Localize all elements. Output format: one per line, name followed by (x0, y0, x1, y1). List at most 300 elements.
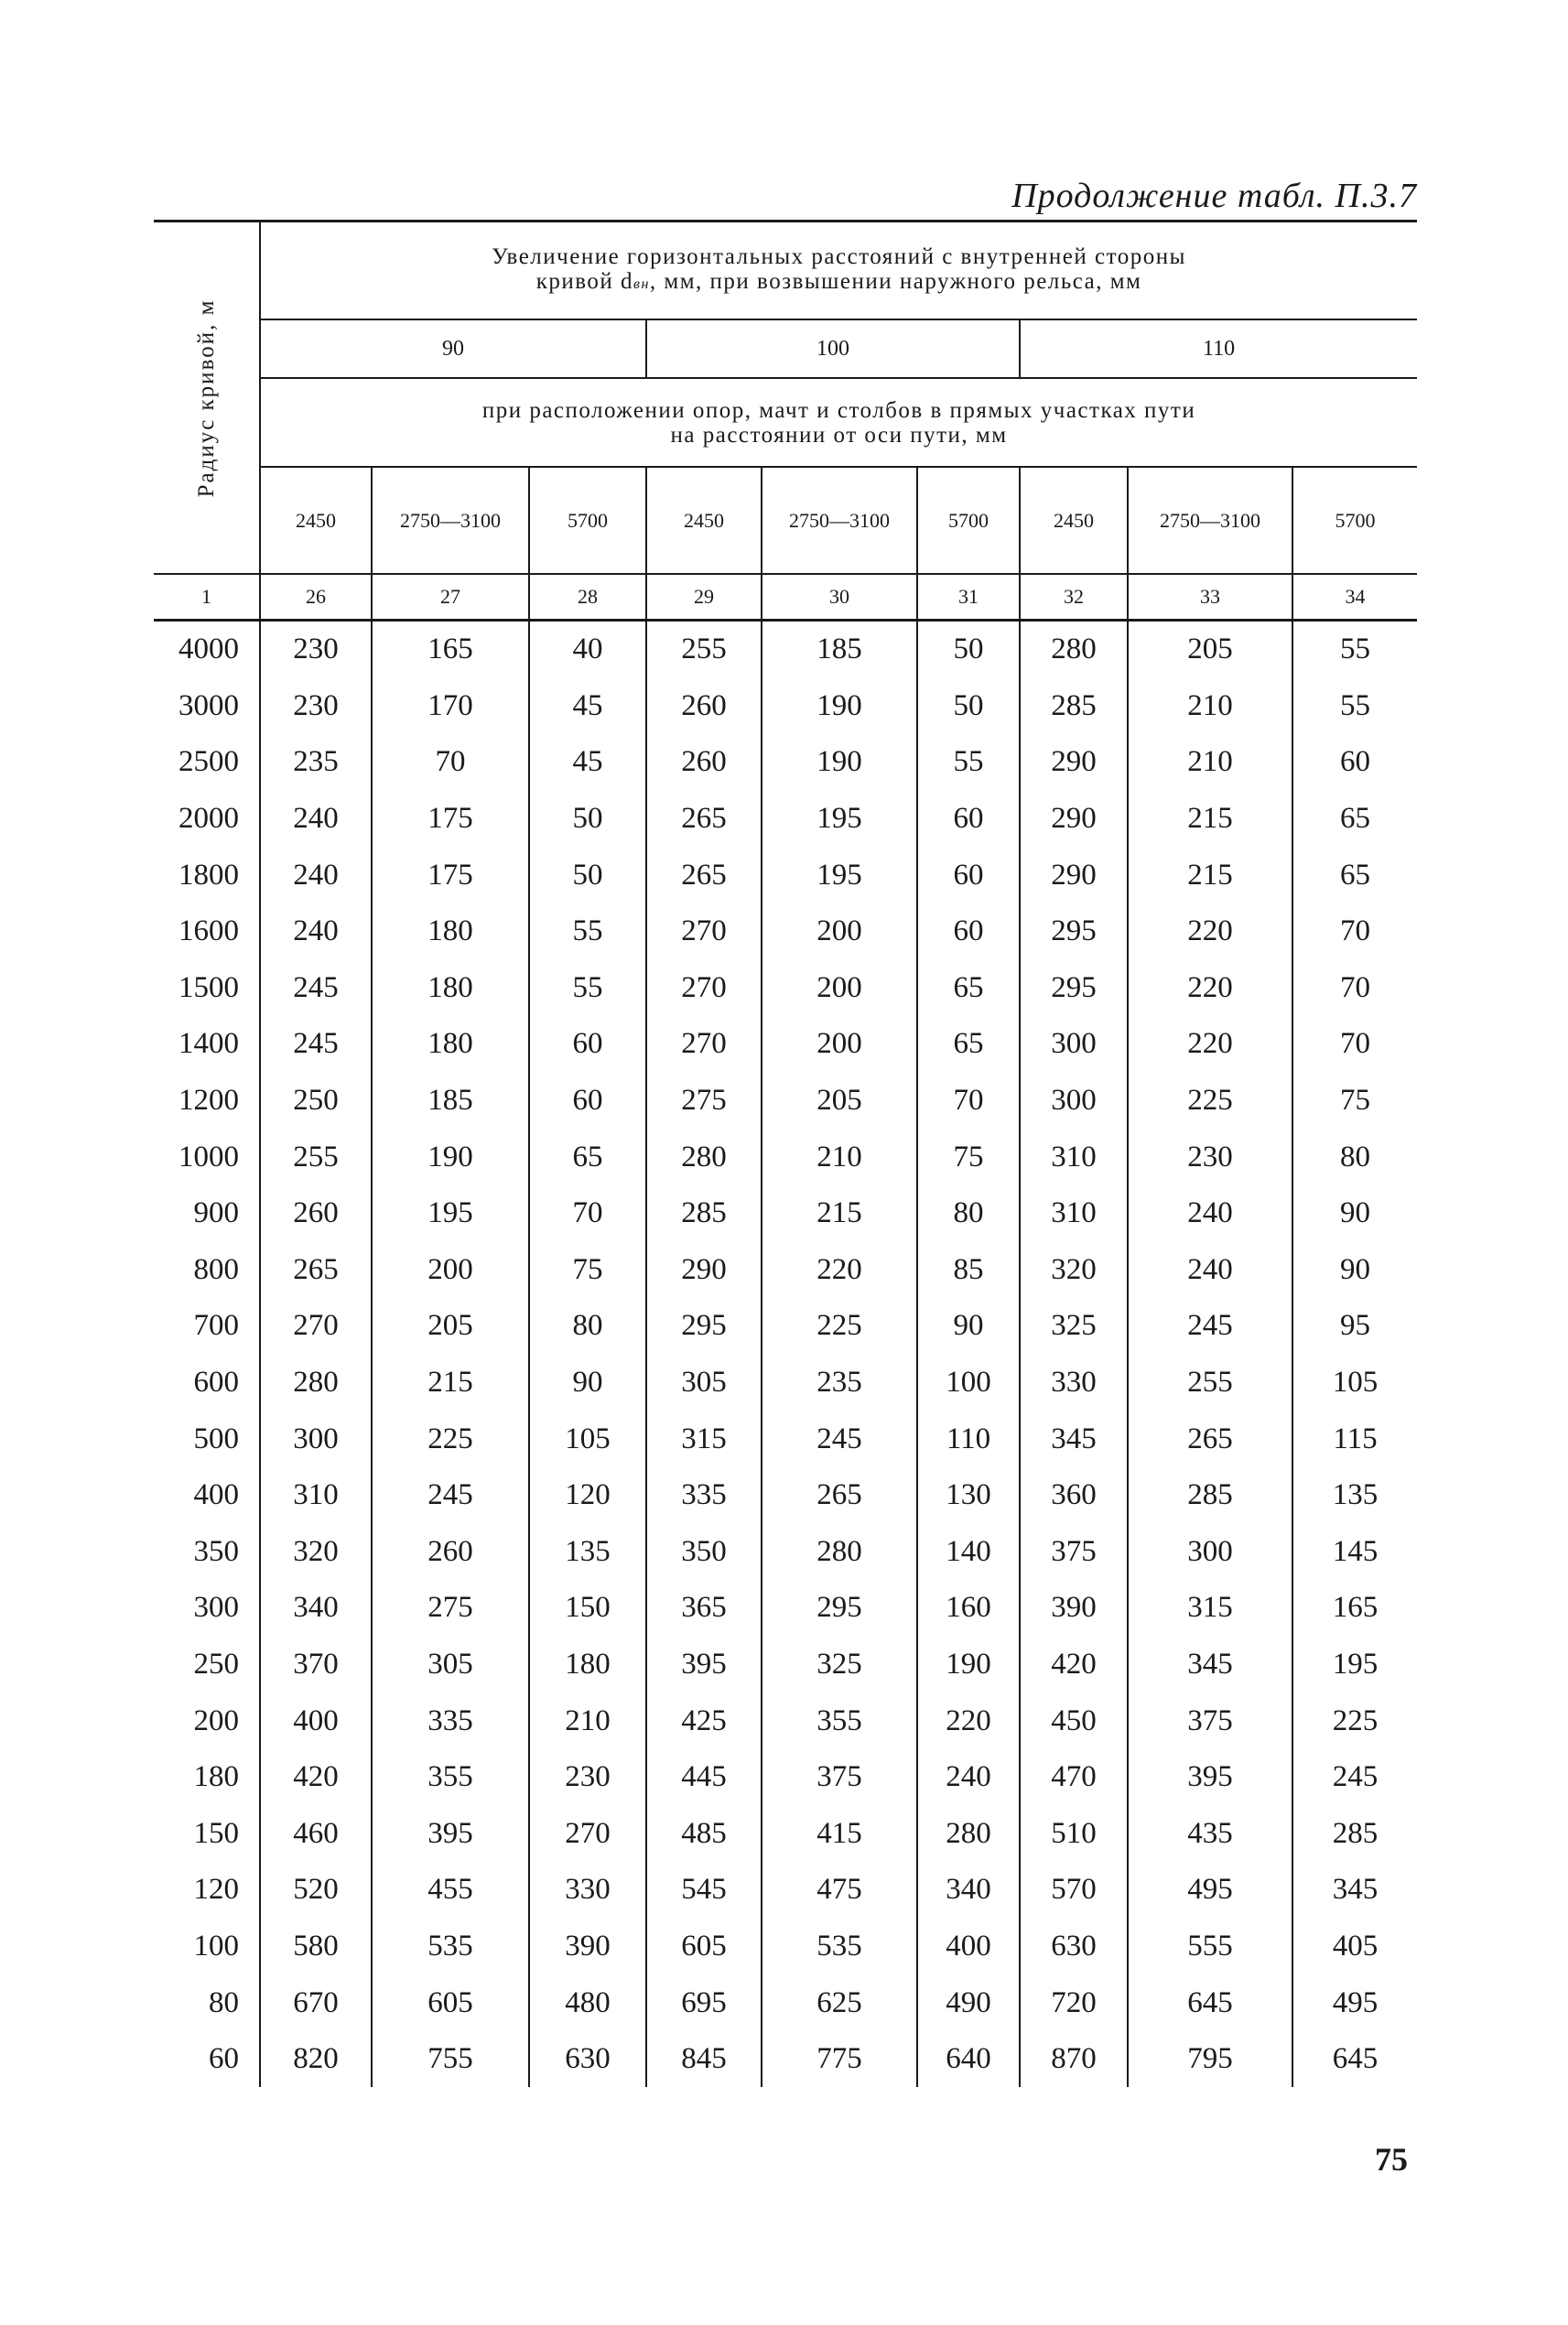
value-cell: 510 (1020, 1805, 1128, 1862)
radius-cell: 500 (193, 1422, 239, 1455)
value-cell: 230 (529, 1749, 646, 1806)
value-cell: 70 (529, 1185, 646, 1242)
radius-cell: 300 (193, 1591, 239, 1625)
value-cell: 185 (762, 621, 917, 678)
value-cell: 325 (762, 1637, 917, 1693)
value-cell: 220 (1128, 903, 1292, 960)
value-cell: 300 (260, 1411, 372, 1467)
value-cell: 230 (260, 621, 372, 678)
value-cell: 820 (260, 2031, 372, 2088)
value-cell: 225 (762, 1298, 917, 1355)
value-cell: 310 (1020, 1129, 1128, 1185)
value-cell: 310 (260, 1467, 372, 1524)
table-row (154, 1749, 1417, 1806)
value-cell: 65 (529, 1129, 646, 1185)
value-cell: 260 (646, 734, 762, 791)
value-cell: 220 (762, 1242, 917, 1299)
value-cell: 145 (1292, 1524, 1417, 1581)
value-cell: 225 (372, 1411, 529, 1467)
value-cell: 345 (1292, 1862, 1417, 1919)
radius-cell: 900 (193, 1196, 239, 1230)
column-number: 1 (154, 574, 260, 621)
value-cell: 295 (1020, 903, 1128, 960)
radius-cell: 2000 (178, 802, 239, 836)
distance-header: 2750—3100 (762, 467, 917, 574)
value-cell: 640 (917, 2031, 1020, 2088)
value-cell: 55 (917, 734, 1020, 791)
value-cell: 195 (1292, 1637, 1417, 1693)
value-cell: 270 (646, 903, 762, 960)
value-cell: 240 (917, 1749, 1020, 1806)
distance-header: 2450 (646, 467, 762, 574)
value-cell: 295 (762, 1580, 917, 1637)
value-cell: 55 (529, 903, 646, 960)
data-table (154, 220, 1417, 2087)
column-number: 32 (1020, 574, 1128, 621)
value-cell: 300 (1128, 1524, 1292, 1581)
value-cell: 205 (1128, 621, 1292, 678)
value-cell: 400 (260, 1692, 372, 1749)
value-cell: 50 (917, 678, 1020, 735)
value-cell: 545 (646, 1862, 762, 1919)
column-number: 27 (372, 574, 529, 621)
value-cell: 340 (260, 1580, 372, 1637)
value-cell: 175 (372, 791, 529, 848)
radius-header: Радиус кривой, м (154, 222, 260, 575)
value-cell: 60 (529, 1073, 646, 1130)
value-cell: 215 (1128, 847, 1292, 903)
value-cell: 305 (372, 1637, 529, 1693)
value-cell: 115 (1292, 1411, 1417, 1467)
value-cell: 260 (260, 1185, 372, 1242)
value-cell: 220 (1128, 1016, 1292, 1073)
value-cell: 450 (1020, 1692, 1128, 1749)
column-number: 30 (762, 574, 917, 621)
elevation-90: 90 (260, 319, 646, 378)
value-cell: 330 (529, 1862, 646, 1919)
value-cell: 305 (646, 1355, 762, 1411)
value-cell: 75 (1292, 1073, 1417, 1130)
distance-header: 2450 (1020, 467, 1128, 574)
value-cell: 265 (646, 791, 762, 848)
value-cell: 395 (646, 1637, 762, 1693)
table-row (154, 621, 1417, 678)
radius-cell: 3000 (178, 688, 239, 722)
value-cell: 200 (762, 960, 917, 1017)
table-row (154, 1298, 1417, 1355)
value-cell: 345 (1128, 1637, 1292, 1693)
value-cell: 260 (372, 1524, 529, 1581)
radius-cell: 200 (193, 1703, 239, 1737)
value-cell: 45 (529, 734, 646, 791)
value-cell: 140 (917, 1524, 1020, 1581)
value-cell: 290 (646, 1242, 762, 1299)
table-row (154, 791, 1417, 848)
value-cell: 70 (1292, 960, 1417, 1017)
table-row (154, 1073, 1417, 1130)
value-cell: 315 (1128, 1580, 1292, 1637)
value-cell: 340 (917, 1862, 1020, 1919)
value-cell: 670 (260, 1974, 372, 2031)
value-cell: 335 (372, 1692, 529, 1749)
value-cell: 150 (529, 1580, 646, 1637)
value-cell: 310 (1020, 1185, 1128, 1242)
radius-cell: 1800 (178, 858, 239, 892)
value-cell: 495 (1128, 1862, 1292, 1919)
table-row (154, 1185, 1417, 1242)
value-cell: 50 (529, 791, 646, 848)
value-cell: 135 (1292, 1467, 1417, 1524)
value-cell: 200 (372, 1242, 529, 1299)
value-cell: 75 (529, 1242, 646, 1299)
value-cell: 300 (1020, 1073, 1128, 1130)
value-cell: 445 (646, 1749, 762, 1806)
value-cell: 50 (917, 621, 1020, 678)
value-cell: 45 (529, 678, 646, 735)
value-cell: 80 (917, 1185, 1020, 1242)
value-cell: 285 (1292, 1805, 1417, 1862)
value-cell: 175 (372, 847, 529, 903)
distance-header: 5700 (529, 467, 646, 574)
value-cell: 755 (372, 2031, 529, 2088)
value-cell: 105 (529, 1411, 646, 1467)
radius-cell: 120 (193, 1873, 239, 1907)
value-cell: 645 (1128, 1974, 1292, 2031)
value-cell: 315 (646, 1411, 762, 1467)
radius-cell: 1000 (178, 1140, 239, 1173)
value-cell: 280 (762, 1524, 917, 1581)
table-row (154, 1580, 1417, 1637)
value-cell: 330 (1020, 1355, 1128, 1411)
table-row (154, 1016, 1417, 1073)
radius-cell: 1600 (178, 914, 239, 948)
distance-header: 5700 (917, 467, 1020, 574)
table-row (154, 1862, 1417, 1919)
value-cell: 320 (260, 1524, 372, 1581)
value-cell: 350 (646, 1524, 762, 1581)
value-cell: 295 (646, 1298, 762, 1355)
radius-cell: 1500 (178, 970, 239, 1004)
column-number: 26 (260, 574, 372, 621)
value-cell: 265 (646, 847, 762, 903)
value-cell: 245 (1292, 1749, 1417, 1806)
value-cell: 180 (372, 960, 529, 1017)
value-cell: 535 (762, 1919, 917, 1975)
value-cell: 245 (762, 1411, 917, 1467)
value-cell: 95 (1292, 1298, 1417, 1355)
value-cell: 235 (762, 1355, 917, 1411)
value-cell: 390 (529, 1919, 646, 1975)
table-row (154, 960, 1417, 1017)
value-cell: 645 (1292, 2031, 1417, 2088)
table-row (154, 1411, 1417, 1467)
radius-cell: 250 (193, 1647, 239, 1681)
table-row (154, 1242, 1417, 1299)
value-cell: 105 (1292, 1355, 1417, 1411)
value-cell: 90 (1292, 1185, 1417, 1242)
value-cell: 55 (1292, 621, 1417, 678)
value-cell: 190 (762, 678, 917, 735)
value-cell: 205 (762, 1073, 917, 1130)
value-cell: 225 (1292, 1692, 1417, 1749)
value-cell: 255 (646, 621, 762, 678)
value-cell: 245 (260, 960, 372, 1017)
value-cell: 345 (1020, 1411, 1128, 1467)
table-row (154, 1467, 1417, 1524)
table-row (154, 1524, 1417, 1581)
value-cell: 605 (646, 1919, 762, 1975)
value-cell: 250 (260, 1073, 372, 1130)
value-cell: 795 (1128, 2031, 1292, 2088)
value-cell: 270 (646, 960, 762, 1017)
value-cell: 185 (372, 1073, 529, 1130)
value-cell: 395 (372, 1805, 529, 1862)
value-cell: 225 (1128, 1073, 1292, 1130)
value-cell: 415 (762, 1805, 917, 1862)
value-cell: 435 (1128, 1805, 1292, 1862)
value-cell: 210 (1128, 734, 1292, 791)
value-cell: 135 (529, 1524, 646, 1581)
value-cell: 210 (1128, 678, 1292, 735)
value-cell: 365 (646, 1580, 762, 1637)
value-cell: 300 (1020, 1016, 1128, 1073)
value-cell: 55 (529, 960, 646, 1017)
value-cell: 240 (260, 791, 372, 848)
value-cell: 555 (1128, 1919, 1292, 1975)
value-cell: 490 (917, 1974, 1020, 2031)
value-cell: 630 (529, 2031, 646, 2088)
value-cell: 210 (762, 1129, 917, 1185)
value-cell: 190 (917, 1637, 1020, 1693)
value-cell: 470 (1020, 1749, 1128, 1806)
value-cell: 70 (372, 734, 529, 791)
radius-cell: 100 (193, 1929, 239, 1963)
value-cell: 80 (1292, 1129, 1417, 1185)
value-cell: 275 (646, 1073, 762, 1130)
value-cell: 215 (372, 1355, 529, 1411)
table-row (154, 1692, 1417, 1749)
value-cell: 775 (762, 2031, 917, 2088)
value-cell: 190 (372, 1129, 529, 1185)
value-cell: 275 (372, 1580, 529, 1637)
table-row (154, 734, 1417, 791)
value-cell: 65 (917, 960, 1020, 1017)
value-cell: 405 (1292, 1919, 1417, 1975)
column-number: 33 (1128, 574, 1292, 621)
table-row (154, 1919, 1417, 1975)
value-cell: 205 (372, 1298, 529, 1355)
value-cell: 210 (529, 1692, 646, 1749)
table-caption: Продолжение табл. П.3.7 (1011, 177, 1417, 215)
value-cell: 200 (762, 903, 917, 960)
value-cell: 280 (1020, 621, 1128, 678)
value-cell: 335 (646, 1467, 762, 1524)
value-cell: 240 (260, 903, 372, 960)
value-cell: 625 (762, 1974, 917, 2031)
value-cell: 110 (917, 1411, 1020, 1467)
value-cell: 375 (1020, 1524, 1128, 1581)
value-cell: 100 (917, 1355, 1020, 1411)
value-cell: 85 (917, 1242, 1020, 1299)
value-cell: 360 (1020, 1467, 1128, 1524)
value-cell: 845 (646, 2031, 762, 2088)
value-cell: 190 (762, 734, 917, 791)
value-cell: 260 (646, 678, 762, 735)
value-cell: 285 (646, 1185, 762, 1242)
value-cell: 220 (917, 1692, 1020, 1749)
value-cell: 570 (1020, 1862, 1128, 1919)
table-row (154, 1805, 1417, 1862)
table-row (154, 1355, 1417, 1411)
value-cell: 280 (917, 1805, 1020, 1862)
value-cell: 65 (1292, 791, 1417, 848)
radius-cell: 700 (193, 1309, 239, 1343)
value-cell: 90 (917, 1298, 1020, 1355)
value-cell: 55 (1292, 678, 1417, 735)
value-cell: 375 (762, 1749, 917, 1806)
value-cell: 520 (260, 1862, 372, 1919)
value-cell: 75 (917, 1129, 1020, 1185)
value-cell: 265 (260, 1242, 372, 1299)
value-cell: 130 (917, 1467, 1020, 1524)
value-cell: 630 (1020, 1919, 1128, 1975)
value-cell: 60 (917, 903, 1020, 960)
value-cell: 535 (372, 1919, 529, 1975)
value-cell: 455 (372, 1862, 529, 1919)
value-cell: 280 (260, 1355, 372, 1411)
value-cell: 90 (1292, 1242, 1417, 1299)
distance-header: 5700 (1292, 467, 1417, 574)
value-cell: 230 (1128, 1129, 1292, 1185)
radius-cell: 2500 (178, 745, 239, 779)
location-header: при расположении опор, мачт и столбов в прямых участках пути на расстоянии от оси пути, мм (260, 378, 1417, 467)
main-header: Увеличение горизонтальных расстояний с внутренней стороны кривой dвн, мм, при возвышении наружного рельса, мм (260, 222, 1417, 320)
value-cell: 230 (260, 678, 372, 735)
value-cell: 295 (1020, 960, 1128, 1017)
value-cell: 215 (1128, 791, 1292, 848)
value-cell: 265 (762, 1467, 917, 1524)
elevation-100: 100 (646, 319, 1020, 378)
value-cell: 50 (529, 847, 646, 903)
value-cell: 220 (1128, 960, 1292, 1017)
value-cell: 240 (1128, 1242, 1292, 1299)
value-cell: 60 (917, 847, 1020, 903)
radius-cell: 180 (193, 1760, 239, 1794)
value-cell: 70 (1292, 1016, 1417, 1073)
column-number: 28 (529, 574, 646, 621)
value-cell: 240 (260, 847, 372, 903)
value-cell: 120 (529, 1467, 646, 1524)
value-cell: 355 (762, 1692, 917, 1749)
value-cell: 400 (917, 1919, 1020, 1975)
value-cell: 180 (372, 903, 529, 960)
value-cell: 280 (646, 1129, 762, 1185)
value-cell: 170 (372, 678, 529, 735)
value-cell: 605 (372, 1974, 529, 2031)
table-row (154, 1974, 1417, 2031)
value-cell: 580 (260, 1919, 372, 1975)
value-cell: 255 (260, 1129, 372, 1185)
value-cell: 290 (1020, 791, 1128, 848)
value-cell: 720 (1020, 1974, 1128, 2031)
radius-cell: 350 (193, 1534, 239, 1568)
radius-cell: 1200 (178, 1084, 239, 1118)
value-cell: 425 (646, 1692, 762, 1749)
value-cell: 195 (372, 1185, 529, 1242)
value-cell: 270 (260, 1298, 372, 1355)
value-cell: 285 (1128, 1467, 1292, 1524)
value-cell: 200 (762, 1016, 917, 1073)
value-cell: 290 (1020, 847, 1128, 903)
value-cell: 65 (1292, 847, 1417, 903)
value-cell: 195 (762, 791, 917, 848)
value-cell: 65 (917, 1016, 1020, 1073)
table-row (154, 2031, 1417, 2088)
value-cell: 245 (372, 1467, 529, 1524)
value-cell: 160 (917, 1580, 1020, 1637)
value-cell: 285 (1020, 678, 1128, 735)
column-number: 34 (1292, 574, 1417, 621)
value-cell: 60 (1292, 734, 1417, 791)
value-cell: 180 (372, 1016, 529, 1073)
radius-cell: 600 (193, 1366, 239, 1400)
table-row (154, 847, 1417, 903)
column-number: 29 (646, 574, 762, 621)
table-row (154, 1637, 1417, 1693)
radius-cell: 400 (193, 1478, 239, 1512)
page-number: 75 (1375, 2141, 1408, 2178)
distance-header: 2750—3100 (372, 467, 529, 574)
value-cell: 870 (1020, 2031, 1128, 2088)
value-cell: 695 (646, 1974, 762, 2031)
value-cell: 485 (646, 1805, 762, 1862)
value-cell: 395 (1128, 1749, 1292, 1806)
value-cell: 495 (1292, 1974, 1417, 2031)
value-cell: 355 (372, 1749, 529, 1806)
value-cell: 90 (529, 1355, 646, 1411)
value-cell: 195 (762, 847, 917, 903)
value-cell: 460 (260, 1805, 372, 1862)
value-cell: 390 (1020, 1580, 1128, 1637)
value-cell: 420 (1020, 1637, 1128, 1693)
table-row (154, 903, 1417, 960)
radius-cell: 4000 (178, 633, 239, 666)
value-cell: 375 (1128, 1692, 1292, 1749)
value-cell: 475 (762, 1862, 917, 1919)
radius-cell: 1400 (178, 1027, 239, 1061)
value-cell: 235 (260, 734, 372, 791)
distance-header: 2450 (260, 467, 372, 574)
value-cell: 325 (1020, 1298, 1128, 1355)
value-cell: 480 (529, 1974, 646, 2031)
radius-cell: 80 (209, 1985, 239, 2019)
value-cell: 420 (260, 1749, 372, 1806)
value-cell: 265 (1128, 1411, 1292, 1467)
value-cell: 270 (529, 1805, 646, 1862)
value-cell: 80 (529, 1298, 646, 1355)
value-cell: 165 (372, 621, 529, 678)
radius-cell: 800 (193, 1252, 239, 1286)
table-row (154, 1129, 1417, 1185)
value-cell: 70 (917, 1073, 1020, 1130)
value-cell: 255 (1128, 1355, 1292, 1411)
value-cell: 165 (1292, 1580, 1417, 1637)
value-cell: 215 (762, 1185, 917, 1242)
elevation-110: 110 (1020, 319, 1417, 378)
column-number: 31 (917, 574, 1020, 621)
radius-cell: 60 (209, 2042, 239, 2076)
value-cell: 320 (1020, 1242, 1128, 1299)
